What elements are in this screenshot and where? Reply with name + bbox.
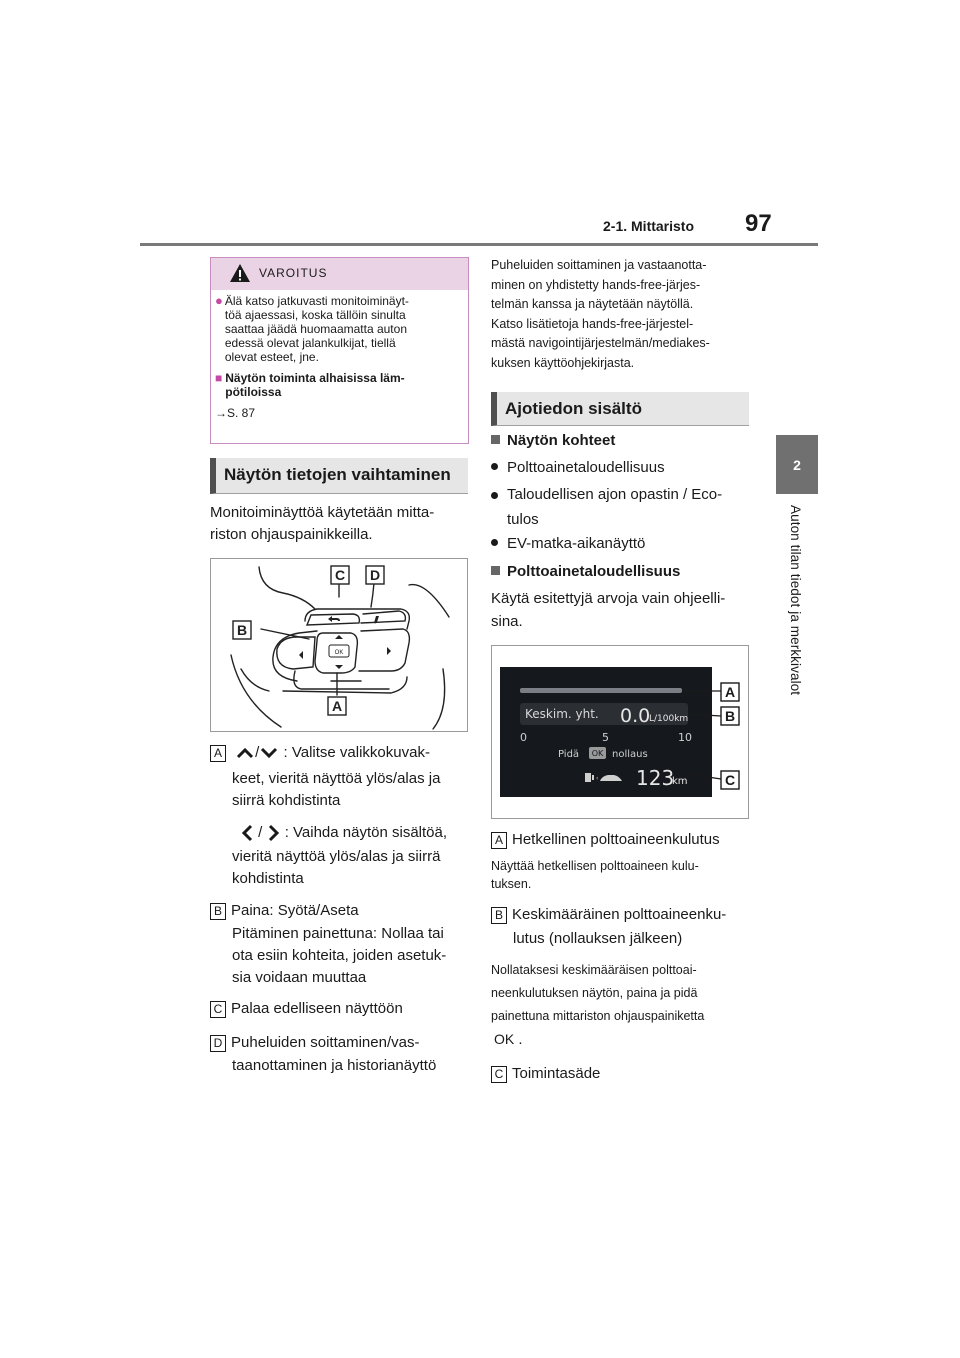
item-a-label: A [210, 745, 226, 762]
item-a [210, 742, 472, 764]
ok-button-label: OK [334, 650, 344, 656]
ok-reference [494, 1028, 523, 1051]
item-b [210, 900, 472, 922]
chevron-down-icon [259, 746, 279, 760]
item-c [210, 998, 472, 1020]
steering-switch-figure [210, 558, 468, 732]
item-b-text: Paina: Syötä/Aseta [231, 902, 359, 919]
bullet-icon: ● [215, 293, 223, 308]
right-item-c [491, 1063, 756, 1085]
ref-arrow-icon: → [215, 406, 227, 420]
section-heading-trip: Ajotiedon sisältö [491, 392, 749, 426]
reset-suffix: nollaus [612, 749, 648, 760]
svg-text:‹: ‹ [596, 775, 599, 782]
item-c-label: C [210, 1001, 226, 1018]
item-d [210, 1032, 472, 1054]
hands-free-note: Puheluiden soittaminen ja vastaanotta- minen on yhdistetty hands-free-järjes- telmän kanssa ja näytetään näytöllä. Katso lisätietoja hands-free-järjestel- mästä navigointijärjestelmän/mediakes- kuksen käyttöohjekirjasta. [491, 258, 710, 370]
reset-badge: OK [591, 749, 604, 758]
callout-c: C [724, 772, 736, 788]
display-illustration [492, 646, 748, 818]
item-d-cont: taanottaminen ja historianäyttö [232, 1057, 437, 1074]
reset-prefix: Pidä [558, 749, 580, 760]
right-item-b-desc: Nollataksesi keskimääräisen polttoai- neenkulutuksen näytön, paina ja pidä painettuna mittariston ohjauspainiketta [491, 963, 705, 1023]
page-number: 97 [745, 210, 772, 237]
values-note: Käytä esitettyjä arvoja vain ohjeelli- sina. [491, 590, 726, 630]
callout-a: A [724, 684, 736, 700]
item-a2-text: : Vaihda näytön sisältöä, [284, 824, 448, 841]
chapter-title: Auton tilan tiedot ja merkkivalot [788, 505, 803, 696]
callout-b: B [724, 708, 736, 724]
warning-text: Älä katso jatkuvasti monitoiminäyt- töä ajaessasi, koska tällöin sinulta saattaa jäädä huomaamatta auton edessä olevat jalankulkijat, tiellä olevat esteet, jne. [224, 294, 409, 364]
bullet-item-1-text: Polttoainetaloudellisuus [507, 459, 665, 476]
bullet-item-2 [491, 484, 753, 532]
right-item-a-label: A [491, 832, 507, 849]
right-item-a [491, 829, 756, 851]
right-item-c-text: Toimintasäde [512, 1065, 601, 1082]
warning-body [215, 294, 461, 420]
callout-d: D [369, 567, 381, 583]
subheading-fuel-text: Polttoainetaloudellisuus [507, 563, 681, 580]
callout-a: A [331, 698, 343, 714]
scale-10: 10 [678, 731, 692, 744]
warning-title: VAROITUS [259, 266, 328, 280]
square-bullet-icon: ■ [215, 371, 223, 385]
section-heading-display: Näytön tietojen vaihtaminen [210, 458, 468, 494]
bullet-item-1 [491, 457, 665, 479]
chevron-up-icon [235, 746, 255, 760]
display-label: Keskim. yht. [525, 707, 599, 721]
ok-period: . [518, 1031, 523, 1048]
item-a-separator: / [255, 744, 260, 761]
right-item-b [491, 904, 756, 926]
callout-b: B [236, 622, 248, 638]
page-reference[interactable]: S. 87 [227, 406, 256, 420]
warning-header [211, 258, 468, 290]
warning-icon [229, 263, 251, 283]
right-item-c-label: C [491, 1066, 507, 1083]
range-unit: km [672, 776, 688, 787]
right-item-a-text: Hetkellinen polttoaineenkulutus [512, 831, 720, 848]
square-bullet-icon [491, 566, 500, 575]
bullet-item-2-text: Taloudellisen ajon opastin / Eco- tulos [507, 486, 723, 528]
chevron-left-icon [240, 823, 254, 843]
item-c-text: Palaa edelliseen näyttöön [231, 1000, 403, 1017]
bullet-item-3 [491, 533, 645, 555]
square-bullet-icon [491, 435, 500, 444]
right-item-a-desc: Näyttää hetkellisen polttoaineen kulu- tuksen. [491, 859, 699, 891]
header-rule [140, 243, 818, 246]
display-unit: L/100km [649, 714, 689, 724]
item-a-text: : Valitse valikkokuvak- [283, 744, 430, 761]
right-item-b-cont: lutus (nollauksen jälkeen) [513, 930, 683, 947]
callout-c: C [334, 567, 346, 583]
right-item-b-text: Keskimääräinen polttoaineenku- [512, 906, 727, 923]
item-b-cont: Pitäminen painettuna: Nollaa tai ota esiin kohteita, joiden asetuk- sia voidaan muuttaa [232, 925, 447, 986]
display-value: 0.0 [620, 705, 651, 727]
scale-5: 5 [602, 731, 609, 744]
chevron-right-icon [267, 823, 281, 843]
item-d-text: Puheluiden soittaminen/vas- [231, 1034, 420, 1051]
item-b-label: B [210, 903, 226, 920]
item-d-label: D [210, 1035, 226, 1052]
bullet-item-3-text: EV-matka-aikanäyttö [507, 535, 646, 552]
warning-subheading: Näytön toiminta alhaisissa läm- pötiloissa [225, 371, 405, 399]
bullet-icon [491, 539, 498, 546]
section-title: 2-1. Mittaristo [603, 218, 695, 234]
bullet-icon [491, 463, 498, 470]
switch-illustration [211, 559, 467, 731]
item-a2 [240, 822, 480, 844]
ok-button-icon: OK [494, 1031, 515, 1047]
item-a-cont: keet, vieritä näyttöä ylös/alas ja siirrä kohdistinta [232, 770, 441, 809]
bullet-icon [491, 492, 498, 499]
scale-0: 0 [520, 731, 527, 744]
subheading-items-text: Näytön kohteet [507, 432, 616, 449]
subheading-fuel [491, 561, 680, 583]
warning-box [210, 257, 469, 444]
item-a2-cont: vieritä näyttöä ylös/alas ja siirrä kohdistinta [232, 848, 441, 887]
intro-text: Monitoiminäyttöä käytetään mitta- riston ohjauspainikkeilla. [210, 504, 435, 543]
chapter-tab[interactable]: 2 [776, 435, 818, 494]
subheading-items [491, 430, 615, 452]
fuel-display-figure [491, 645, 749, 819]
range-value: 123 [636, 766, 675, 790]
right-item-b-label: B [491, 907, 507, 924]
item-a2-separator: / [258, 824, 263, 841]
